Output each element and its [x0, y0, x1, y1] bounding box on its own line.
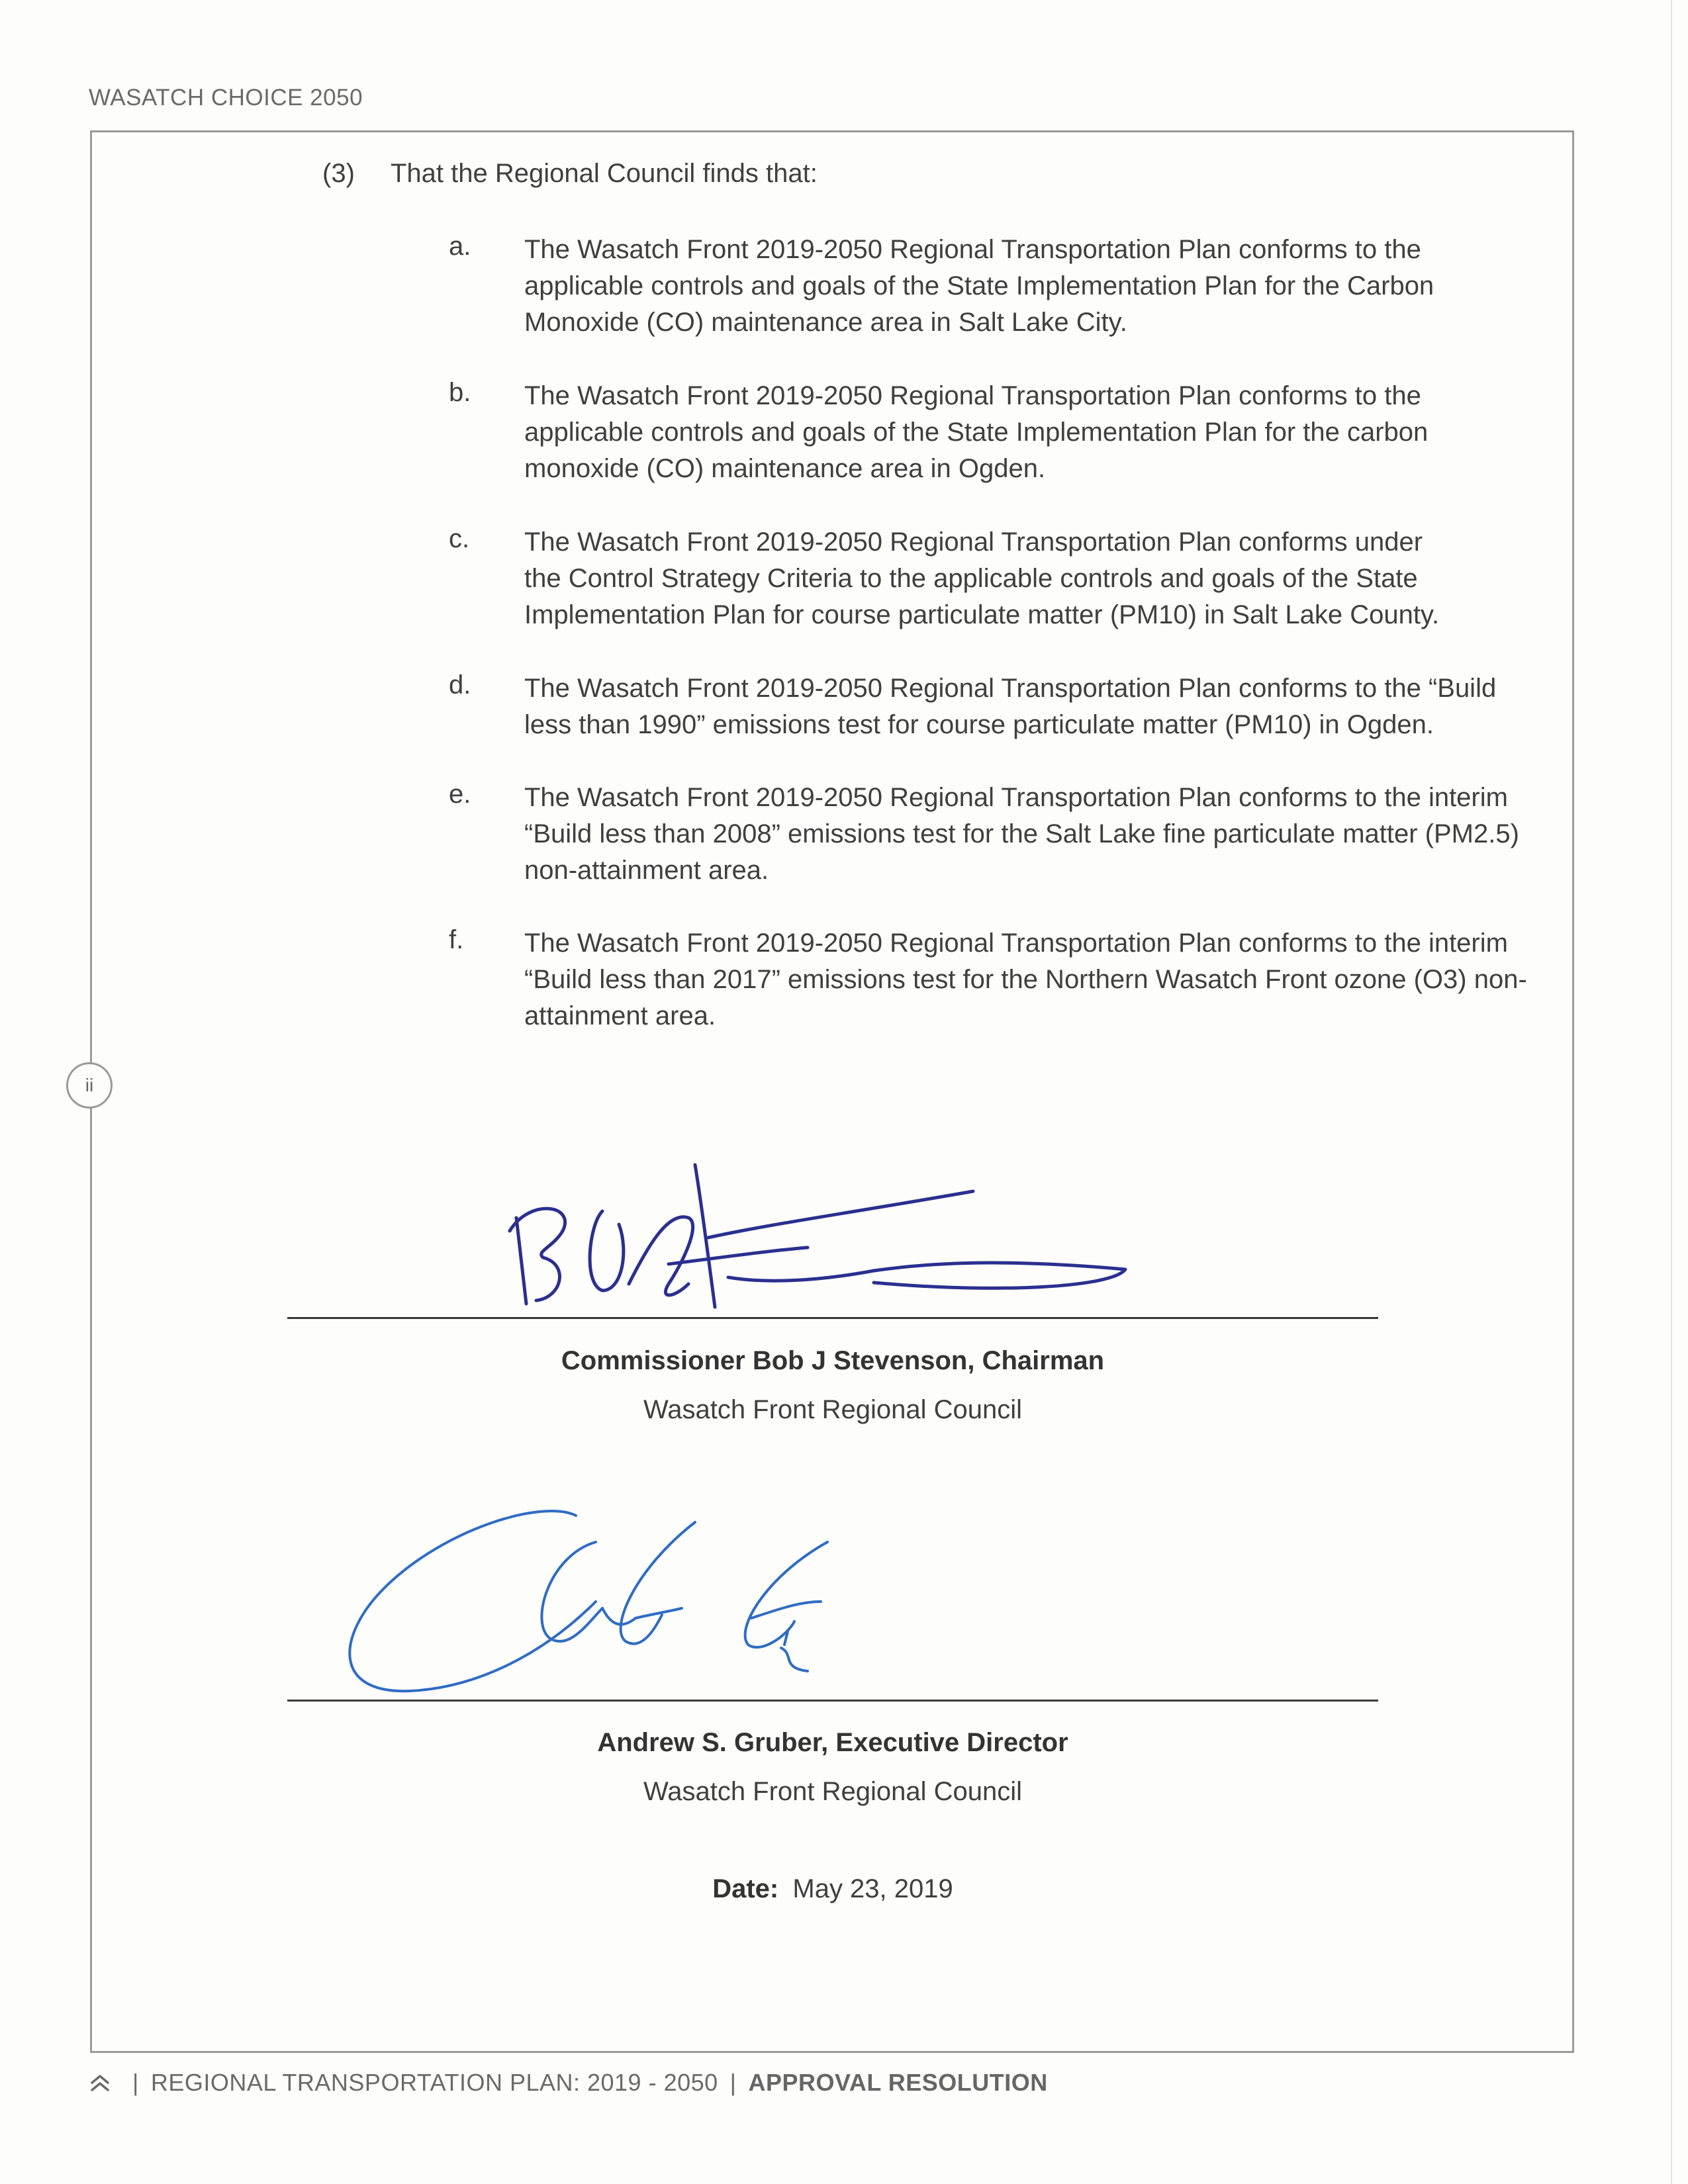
footer-separator: | — [132, 2069, 139, 2096]
page-number: ii — [66, 1062, 113, 1109]
scan-edge — [1671, 0, 1672, 2184]
item-letter-d: d. — [449, 670, 471, 700]
footer-section: APPROVAL RESOLUTION — [748, 2069, 1048, 2096]
date-value: May 23, 2019 — [792, 1874, 953, 1903]
footer-separator: | — [729, 2069, 737, 2096]
item-letter-c: c. — [449, 524, 470, 553]
item-letter-e: e. — [449, 780, 471, 809]
resolution-intro: That the Regional Council finds that: — [391, 159, 818, 188]
item-letter-a: a. — [449, 232, 471, 261]
chairman-signature — [490, 1152, 1152, 1324]
item-text-e: The Wasatch Front 2019-2050 Regional Transportation Plan conforms to the interim “Build less than 2008” emissions test for the Salt Lake fine particulate matter (PM2.5) non-attainment area. — [524, 783, 1519, 885]
signer-2-name: Andrew S. Gruber, Executive Director — [597, 1728, 1068, 1757]
item-text-f: The Wasatch Front 2019-2050 Regional Transportation Plan conforms to the interim “Build less than 2017” emissions test for the Northern Wasatch Front ozone (O3) non- attainment area. — [524, 929, 1527, 1030]
item-text-c: The Wasatch Front 2019-2050 Regional Transportation Plan conforms under the Control Strategy Criteria to the applicable controls and goals of the State Implementation Plan for course particulate matter (PM10) in Salt Lake County. — [524, 527, 1440, 629]
item-letter-b: b. — [449, 378, 471, 407]
double-chevron-up-icon — [89, 2071, 111, 2094]
item-text-a: The Wasatch Front 2019-2050 Regional Transportation Plan conforms to the applicable controls and goals of the State Implementation Plan for the Carbon Monoxide (CO) maintenance area in Salt Lake City. — [524, 235, 1434, 337]
signer-1-name: Commissioner Bob J Stevenson, Chairman — [561, 1346, 1105, 1375]
resolution-number: (3) — [322, 159, 355, 188]
date-row — [287, 1874, 1378, 1904]
signer-1-org: Wasatch Front Regional Council — [643, 1395, 1023, 1424]
header-title: WASATCH CHOICE 2050 — [89, 85, 363, 111]
footer-plan: REGIONAL TRANSPORTATION PLAN: 2019 - 2050 — [150, 2069, 718, 2096]
date-label: Date: — [712, 1874, 779, 1903]
item-letter-f: f. — [449, 925, 464, 954]
director-signature — [324, 1502, 854, 1701]
signature-line-2 — [287, 1700, 1378, 1702]
item-text-d: The Wasatch Front 2019-2050 Regional Transportation Plan conforms to the “Build less than 1990” emissions test for course particulate matter (PM10) in Ogden. — [524, 674, 1497, 739]
item-text-b: The Wasatch Front 2019-2050 Regional Transportation Plan conforms to the applicable controls and goals of the State Implementation Plan for the carbon monoxide (CO) maintenance area in Ogden. — [524, 381, 1429, 483]
signer-2-org: Wasatch Front Regional Council — [643, 1777, 1023, 1806]
signature-line-1 — [287, 1317, 1378, 1319]
footer — [89, 2069, 1048, 2097]
